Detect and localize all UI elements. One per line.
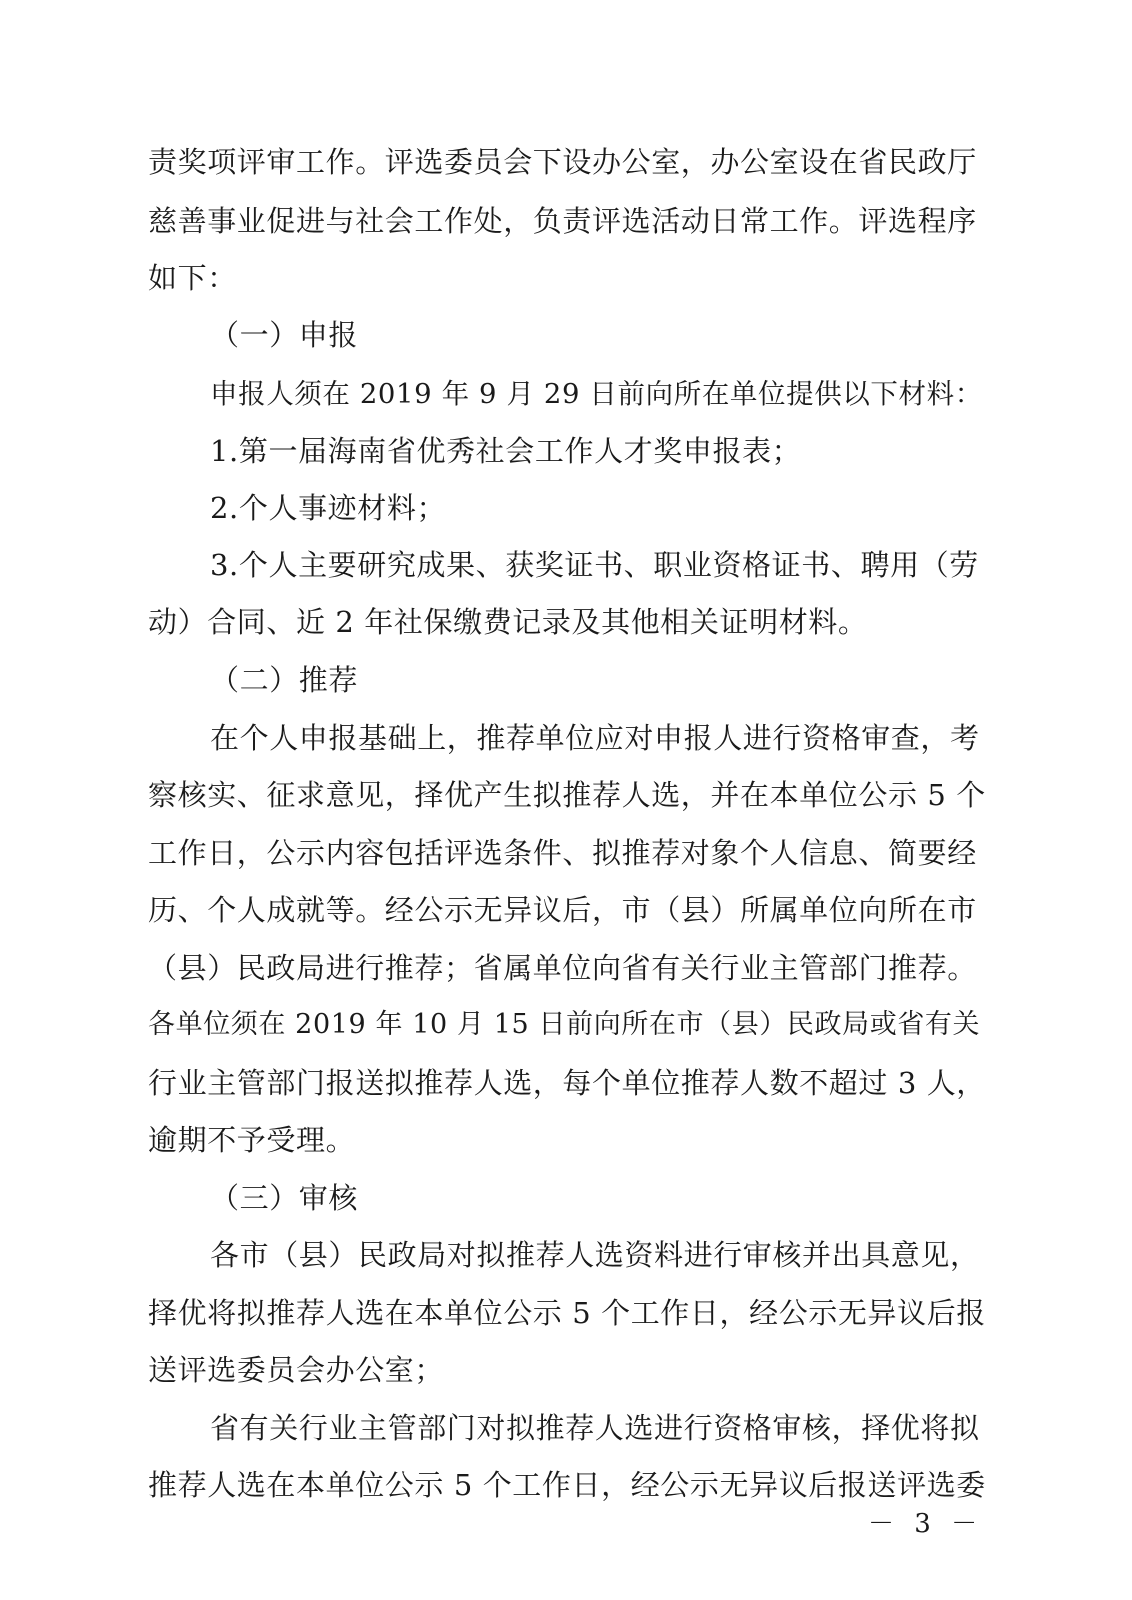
body-line: 在个人申报基础上，推荐单位应对申报人进行资格审查，考 (210, 721, 980, 755)
body-line: 申报人须在 2019 年 9 月 29 日前向所在单位提供以下材料： (210, 378, 983, 410)
body-line: 行业主管部门报送拟推荐人选，每个单位推荐人数不超过 3 人， (148, 1066, 986, 1100)
body-line: 省有关行业主管部门对拟推荐人选进行资格审核，择优将拟 (210, 1411, 980, 1445)
body-line: 送评选委员会办公室； (148, 1353, 445, 1387)
section-heading: （一）申报 (210, 318, 359, 352)
body-line: 择优将拟推荐人选在本单位公示 5 个工作日，经公示无异议后报 (148, 1296, 986, 1330)
body-line: 各单位须在 2019 年 10 月 15 日前向所在市（县）民政局或省有关 (148, 1009, 981, 1040)
body-line: 各市（县）民政局对拟推荐人选资料进行审核并出具意见， (210, 1238, 980, 1272)
body-line: 工作日，公示内容包括评选条件、拟推荐对象个人信息、简要经 (148, 836, 977, 870)
body-line: 察核实、征求意见，择优产生拟推荐人选，并在本单位公示 5 个 (148, 778, 986, 812)
list-item: 1.第一届海南省优秀社会工作人才奖申报表； (210, 434, 802, 468)
body-line: 责奖项评审工作。评选委员会下设办公室，办公室设在省民政厅 (148, 145, 977, 179)
body-line: （县）民政局进行推荐；省属单位向省有关行业主管部门推荐。 (148, 951, 977, 985)
section-heading: （三）审核 (210, 1181, 359, 1215)
list-item: 3.个人主要研究成果、获奖证书、职业资格证书、聘用（劳 (210, 548, 979, 582)
body-line: 推荐人选在本单位公示 5 个工作日，经公示无异议后报送评选委 (148, 1468, 986, 1502)
body-line: 逾期不予受理。 (148, 1123, 356, 1157)
list-item: 2.个人事迹材料； (210, 491, 447, 525)
page-number: － 3 － (868, 1509, 984, 1539)
body-line: 慈善事业促进与社会工作处，负责评选活动日常工作。评选程序 (148, 204, 977, 238)
section-heading: （二）推荐 (210, 663, 359, 697)
body-line: 动）合同、近 2 年社保缴费记录及其他相关证明材料。 (148, 605, 868, 639)
body-line: 历、个人成就等。经公示无异议后，市（县）所属单位向所在市 (148, 893, 977, 927)
body-line: 如下： (148, 261, 237, 295)
